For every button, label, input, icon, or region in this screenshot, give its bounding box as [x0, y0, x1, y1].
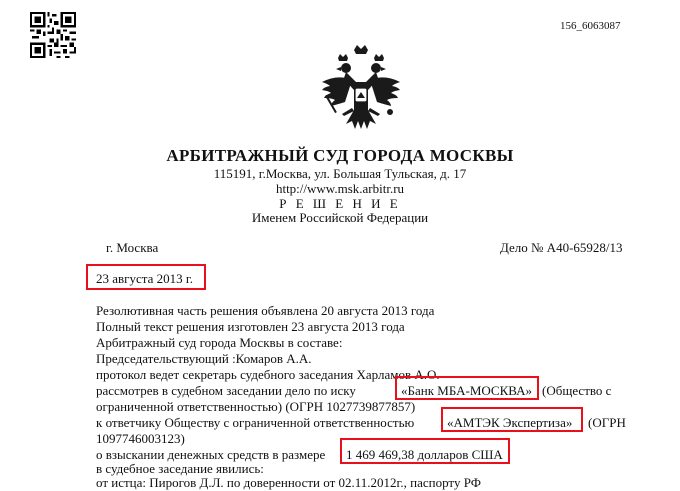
body-line-6-start: рассмотрев в судебном заседании дело по иску — [96, 383, 356, 398]
decision-heading: Р Е Ш Е Н И Е — [279, 196, 401, 211]
decision-date: 23 августа 2013 г. — [96, 271, 193, 286]
qr-code — [30, 12, 76, 58]
body-line-10-start: о взыскании денежных средств в размере — [96, 447, 326, 462]
body-line-5: протокол ведет секретарь судебного заседания Харламов А.О. — [96, 367, 440, 382]
defendant-name: «АМТЭК Экспертиза» — [447, 415, 573, 430]
body-line-3: Арбитражный суд города Москвы в составе: — [96, 335, 343, 350]
document-id: 156_6063087 — [560, 20, 621, 32]
case-number: Дело № А40-65928/13 — [500, 240, 623, 255]
plaintiff-name: «Банк МБА-МОСКВА» — [401, 383, 533, 398]
coat-of-arms-icon — [318, 44, 404, 138]
body-line-11: в судебное заседание явились: — [96, 461, 264, 476]
court-title: АРБИТРАЖНЫЙ СУД ГОРОДА МОСКВЫ — [166, 146, 514, 165]
body-line-9: 1097746003123) — [96, 431, 185, 446]
body-line-1: Резолютивная часть решения объявлена 20 августа 2013 года — [96, 303, 435, 318]
plaintiff-highlight-box — [395, 376, 539, 400]
court-address: 115191, г.Москва, ул. Большая Тульская, д. 17 — [213, 166, 467, 181]
claim-amount: 1 469 469,38 долларов США — [346, 447, 503, 462]
body-line-12: от истца: Пирогов Д.Л. по доверенности от 02.11.2012г., паспорту РФ — [96, 475, 481, 490]
court-url: http://www.msk.arbitr.ru — [275, 181, 405, 196]
body-line-4: Председательствующий :Комаров А.А. — [96, 351, 312, 366]
body-line-2: Полный текст решения изготовлен 23 августа 2013 года — [96, 319, 405, 334]
body-line-8-end: (ОГРН — [588, 415, 626, 430]
body-line-8-start: к ответчику Обществу с ограниченной ответственностью — [96, 415, 415, 430]
body-line-7: ограниченной ответственностью) (ОГРН 1027739877857) — [96, 399, 416, 414]
amount-highlight-box — [340, 438, 510, 464]
federation-line: Именем Российской Федерации — [251, 210, 429, 225]
body-line-6-end: (Общество с — [542, 383, 612, 398]
city: г. Москва — [106, 240, 159, 255]
date-highlight-box — [86, 264, 206, 290]
defendant-highlight-box — [441, 407, 583, 432]
